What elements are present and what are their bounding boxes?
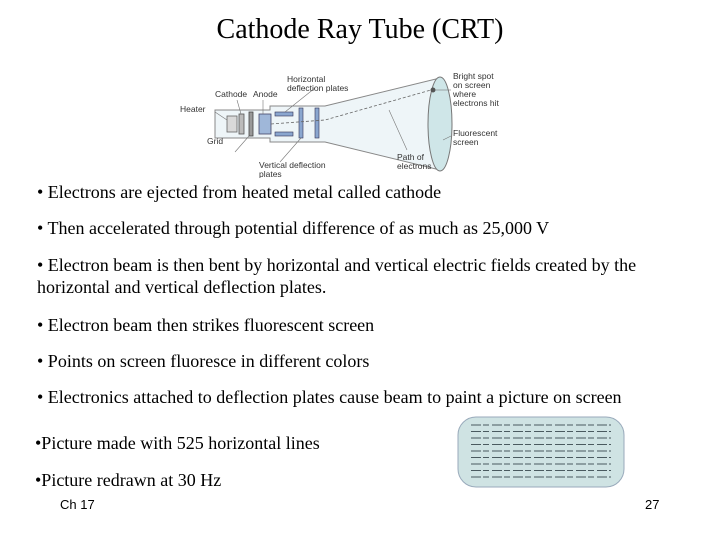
label-heater: Heater — [180, 104, 206, 114]
label-path-2: electrons — [397, 161, 432, 171]
label-fluorescent-2: screen — [453, 137, 479, 147]
horizontal-plate-bottom — [275, 132, 293, 136]
vertical-plate-left — [299, 108, 303, 138]
bullet-acceleration: • Then accelerated through potential difference of as much as 25,000 V — [37, 218, 550, 238]
anode-element — [259, 114, 271, 134]
label-vertical-1: Vertical deflection — [259, 160, 326, 170]
label-bright-spot-1: Bright spot — [453, 71, 494, 81]
label-bright-spot-3: where — [453, 89, 477, 99]
label-bright-spot-2: on screen — [453, 80, 491, 90]
bullet-electronics: • Electronics attached to deflection plates cause beam to paint a picture on screen — [37, 387, 622, 407]
label-path-1: Path of — [397, 152, 424, 162]
label-bright-spot-4: electrons hit — [453, 98, 499, 108]
horizontal-plate-top — [275, 112, 293, 116]
bullet-screen: • Electron beam then strikes fluorescent screen — [37, 315, 375, 335]
bullet-refresh-rate: •Picture redrawn at 30 Hz — [35, 470, 222, 490]
bullet-scan-lines: •Picture made with 525 horizontal lines — [35, 433, 320, 453]
grid-element — [249, 112, 253, 136]
bright-spot — [431, 88, 436, 93]
crt-diagram — [175, 70, 520, 178]
label-anode: Anode — [253, 89, 278, 99]
label-grid: Grid — [207, 136, 224, 146]
label-fluorescent-1: Fluorescent — [453, 128, 498, 138]
label-horizontal-2: deflection plates — [287, 83, 349, 93]
scanlines-screen-illustration — [457, 416, 625, 488]
footer-page-number: 27 — [645, 497, 660, 512]
label-vertical-2: plates — [259, 169, 282, 178]
bullet-cathode: • Electrons are ejected from heated metal called cathode — [37, 182, 442, 202]
bullet-deflection: • Electron beam is then bent by horizontal and vertical electric fields created by the horizontal and vertical deflection plates. — [37, 255, 637, 297]
cathode-element — [239, 114, 244, 134]
slide-title: Cathode Ray Tube (CRT) — [216, 14, 504, 45]
label-horizontal-1: Horizontal — [287, 74, 326, 84]
bullet-colors: • Points on screen fluoresce in different colors — [37, 351, 370, 371]
label-cathode: Cathode — [215, 89, 248, 99]
footer-chapter: Ch 17 — [60, 497, 95, 512]
heater-element — [227, 116, 237, 132]
vertical-plate-right — [315, 108, 319, 138]
